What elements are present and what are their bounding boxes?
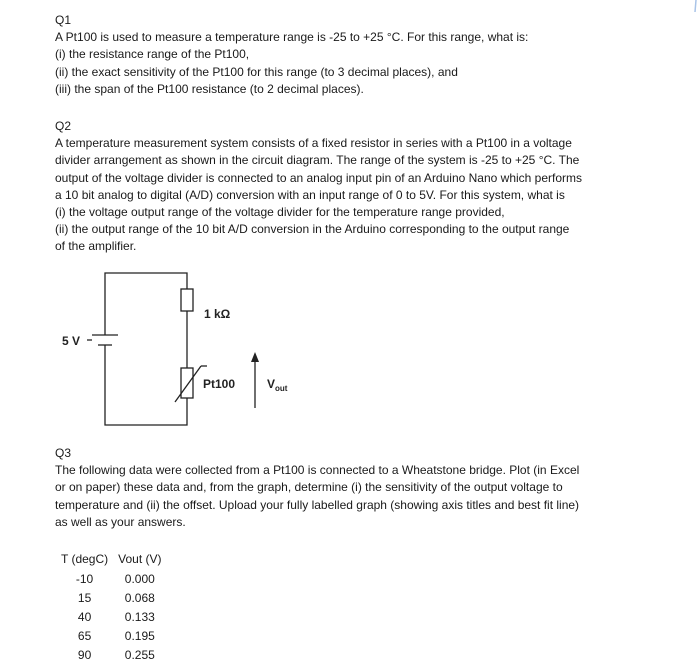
question-2-title: Q2 — [55, 119, 72, 133]
question-3-line: as well as your answers. — [55, 514, 186, 529]
vout-cell: 0.255 — [124, 648, 155, 663]
table-row — [56, 607, 167, 626]
vout-label — [267, 377, 288, 393]
circuit-wire — [105, 345, 187, 425]
question-1-title: Q1 — [55, 13, 72, 27]
question-2-line: A temperature measurement system consists of a fixed resistor in series with a Pt100 in a voltage — [55, 136, 572, 151]
vout-cell: 0.133 — [124, 609, 155, 624]
question-3-title: Q3 — [55, 446, 72, 460]
question-2-line: of the amplifier. — [55, 239, 137, 254]
resistor-symbol — [181, 289, 193, 311]
question-3-line: temperature and (ii) the offset. Upload your fully labelled graph (showing axis titles and best fit line) — [55, 497, 580, 512]
question-3-line: The following data were collected from a Pt100 is connected to a Wheatstone bridge. Plot (in Excel — [55, 463, 580, 478]
question-2-line: divider arrangement as shown in the circuit diagram. The range of the system is -25 to +25 °C. The — [55, 153, 580, 168]
column-header-vout: Vout (V) — [118, 551, 162, 566]
vout-arrow-head — [251, 352, 259, 362]
vout-cell: 0.195 — [124, 629, 155, 644]
page-edge-mark — [692, 0, 700, 14]
temperature-cell: 15 — [77, 590, 92, 605]
vout-cell: 0.068 — [124, 590, 155, 605]
temperature-cell: 40 — [77, 609, 92, 624]
question-2-line: (ii) the output range of the 10 bit A/D conversion in the Arduino corresponding to the output range — [55, 222, 570, 237]
temperature-cell: 65 — [77, 629, 92, 644]
question-1-line: (iii) the span of the Pt100 resistance (to 2 decimal places). — [55, 81, 364, 96]
pt100-label: Pt100 — [203, 377, 236, 391]
question-1-line: A Pt100 is used to measure a temperature range is -25 to +25 °C. For this range, what is: — [55, 30, 529, 45]
table-header-row — [56, 550, 167, 569]
temperature-cell: -10 — [75, 571, 94, 586]
data-table — [56, 550, 167, 665]
pt100-symbol — [181, 368, 193, 398]
question-3-line: or on paper) these data and, from the graph, determine (i) the sensitivity of the output voltage to — [55, 480, 563, 495]
vout-label-main: V — [267, 377, 276, 391]
vout-cell: 0.000 — [124, 571, 155, 586]
question-3 — [55, 445, 685, 531]
vout-label-subscript: out — [275, 384, 288, 393]
table-row — [56, 627, 167, 646]
temperature-cell: 90 — [77, 648, 92, 663]
question-1-line: (ii) the exact sensitivity of the Pt100 for this range (to 3 decimal places), and — [55, 64, 458, 79]
question-2-line: output of the voltage divider is connected to an analog input pin of an Arduino Nano which performs — [55, 170, 583, 185]
circuit-wire — [105, 273, 187, 335]
column-header-temperature: T (degC) — [61, 551, 109, 566]
source-voltage-label: 5 V — [62, 334, 81, 348]
question-1-line: (i) the resistance range of the Pt100, — [55, 47, 250, 62]
resistor-label: 1 kΩ — [204, 307, 231, 321]
table-row — [56, 646, 167, 665]
table-row — [56, 569, 167, 588]
table-row — [56, 588, 167, 607]
question-2-line: a 10 bit analog to digital (A/D) conversion with an input range of 0 to 5V. For this system, what is — [55, 187, 565, 202]
question-2-line: (i) the voltage output range of the voltage divider for the temperature range provided, — [55, 205, 505, 220]
